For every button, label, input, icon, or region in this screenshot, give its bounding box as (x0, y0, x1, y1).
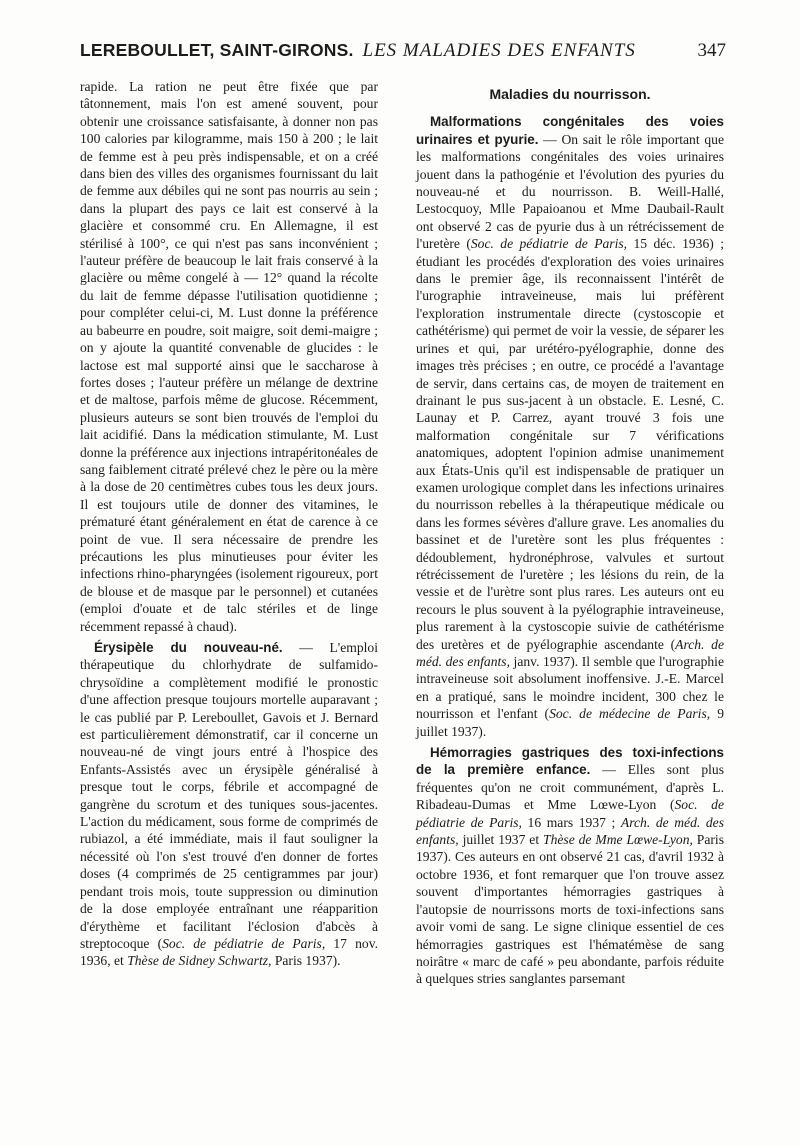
page-header (80, 40, 726, 74)
paragraph-erysipele (80, 639, 378, 970)
paragraph-heading-erysipele: Érysipèle du nouveau-né. (94, 640, 283, 655)
citation: Soc. de pédiatrie de Paris, (470, 236, 628, 252)
text-segment: juillet 1937 et (458, 832, 544, 848)
citation: Arch. de méd. des enfants, (416, 636, 724, 669)
paragraph-heading-malformations: Malformations congénitales des voies urinaires et pyurie. (416, 114, 724, 147)
paragraph-malformations (416, 113, 724, 740)
right-column (416, 78, 724, 988)
text-segment: Paris 1937). (271, 953, 341, 969)
text-segment: — Elles sont plus fréquentes qu'on ne croit communément, d'après L. Ribadeau-Dumas et Mme Lœwe-Lyon ( (416, 762, 724, 813)
text-segment: — L'emploi thérapeutique du chlorhydrate de sulfamido-chrysoïdine a complètement modifié le pronostic d'une affection presque toujours mortelle auparavant ; le cas publié par P. Lereboullet, Gavois et J. Bernard est particulièrement démonstratif, car il concerne un nouveau-né de vingt jours entré à l'hospice des Enfants-Assistés avec un érysipèle généralisé à presque tout le corps, fébrile et accompagné de gangrène du scrotum et des tuniques sous-jacentes. L'action du médicament, sous forme de comprimés de rubiazol, a été immédiate, mais il faut souligner la nécessité où l'on s'est trouvé d'en donner de fortes doses (4 comprimés de 25 centigrammes par jour) pendant trois mois, toute suppression ou diminution de la dose employée entraînant une réapparition d'érythème et facilitant l'éclosion d'abcès à streptocoque ( (80, 640, 378, 951)
text-segment: 15 déc. 1936) ; étudiant les procédés d'exploration des voies urinaires dans le premier âge, ils reconnaissent l'intérêt de l'urographie intraveineuse, mais lui préfèrent l'exploration instrumentale directe (cystoscopie et cathétérisme) qui permet de voir la vessie, de séparer les urines et qui, par urétéro-pyélographie, donne des images très précises ; en outre, ce procédé a l'avantage de servir, dans certains cas, de moyen de traitement en drainant le pus sus-jacent à un obstacle. E. Lesné, C. Launay et P. Carrez, ayant trouvé 3 fois une malformation congénitale sur 7 vérifications anatomiques, adoptent l'opinion admise unanimement aux États-Unis qu'il est indispensable de pratiquer un examen urologique complet dans les infections urinaires du nourrisson rebelles à la thérapeutique médicale ou dans les formes sévères d'allure grave. Les anomalies du bassinet et de l'uretère sont les plus fréquentes : dédoublement, hydronéphrose, valvules et surtout rétrécissement de l'uretère ; les lésions du rein, de la vessie et de l'urètre sont plus rares. Les auteurs ont eu recours le plus souvent à la pyélographie intraveineuse, plus rarement à la cystoscopie suivie de cathétérisme des uretères et de pyélographie ascendante ( (416, 236, 724, 652)
text-segment: — On sait le rôle important que les malformations congénitales des voies urinaires jouent dans la pathogénie et l'évolution des pyuries du nouveau-né et du nourrisson. B. Weill-Hallé, Lestocquoy, Mlle Papaioanou et Mme Daubail-Rault ont observé 2 cas de pyurie dus à un rétrécissement de l'uretère ( (416, 131, 724, 252)
citation: Thèse de Mme Lœwe-Lyon, (543, 832, 693, 848)
citation: Soc. de pédiatrie de Paris, (416, 797, 724, 830)
text-segment: 17 nov. 1936, et (80, 935, 379, 969)
running-head-authors: LEREBOULLET, SAINT-GIRONS. (80, 40, 354, 60)
running-head (80, 40, 636, 62)
text-segment: 16 mars 1937 ; (521, 814, 621, 830)
running-head-title: LES MALADIES DES ENFANTS (362, 40, 636, 61)
section-title: Maladies du nourrisson. (489, 86, 651, 102)
citation: Thèse de Sidney Schwartz, (127, 953, 272, 969)
left-column (80, 78, 378, 970)
citation: Arch. de méd. des enfants, (416, 814, 724, 848)
page-number: 347 (697, 40, 726, 61)
text-segment: Paris 1937). Ces auteurs en ont observé 21 cas, d'avril 1932 à octobre 1936, et font remarquer que l'on trouve assez souvent d'importantes hémorragies gastriques à l'autopsie de nourrissons morts de toxi-infections sans avoir vomi de sang. Le signe clinique essentiel de ces hémorragies gastriques est l'hématémèse de sang noirâtre « marc de café » peu abondante, parfois réduite à quelques stries sanglantes parsemant (416, 832, 724, 987)
text-segment: 9 juillet 1937). (416, 706, 724, 739)
citation: Soc. de pédiatrie de Paris, (162, 935, 326, 951)
paragraph-prematures-feeding: rapide. La ration ne peut être fixée que par tâtonnement, mais l'on est amené souvent, pour obtenir une croissance satisfaisante, à donner non pas 100 calories par kilogramme, mais 150 à 200 ; le lait de femme est à peu près indispensable, et on a créé dans bien des villes des organismes fournissant du lait de femme aux débiles qui ne sont pas nourris au sein ; dans la plupart des pays ce lait est conservé à la glacière et consommé cru. En Allemagne, il est stérilisé à 100°, ce qui n'est pas sans inconvénient ; l'auteur préfère de beaucoup le lait frais conservé à la glacière ou même congelé à — 12° quand la récolte du lait de femme dépasse l'utilisation quotidienne ; pour compléter celui-ci, M. Lust donne la préférence au babeurre en poudre, soit maigre, soit demi-maigre ; on y ajoute la quantité convenable de glucides : le lactose est mal supporté ainsi que le saccharose à fortes doses ; l'auteur préfère un mélange de dextrine et de maltose, parfois même de glucose. Récemment, plusieurs auteurs se sont bien trouvés de l'emploi du lait acidifié. Dans la médication stimulante, M. Lust donne la préférence aux injections intrapéritonéales de sang faiblement citraté prélevé chez le père ou la mère à la dose de 20 centimètres cubes tous les deux jours. Il est toujours utile de donner des vitamines, le prématuré étant généralement en état de carence à ce point de vue. Il sera nécessaire de prendre les précautions les plus minutieuses pour éviter les infections rhino-pharyngées (isolement rigoureux, port de blouse et de masque par le personnel) et cutanées (emploi d'ouate et de talc stériles et de linge récemment repassé à chaud). (80, 79, 378, 634)
paragraph-hemorragies (416, 744, 724, 988)
text-segment: janv. 1937). Il semble que l'urographie intraveineuse soit absolument inoffensive. J.-E. Marcel en a pratiqué, sans le moindre incident, 300 chez le nourrisson et l'enfant ( (416, 654, 724, 722)
citation: Soc. de médecine de Paris, (549, 706, 711, 722)
paragraph-heading-hemorragies: Hémorragies gastriques des toxi-infections de la première enfance. (416, 745, 724, 778)
